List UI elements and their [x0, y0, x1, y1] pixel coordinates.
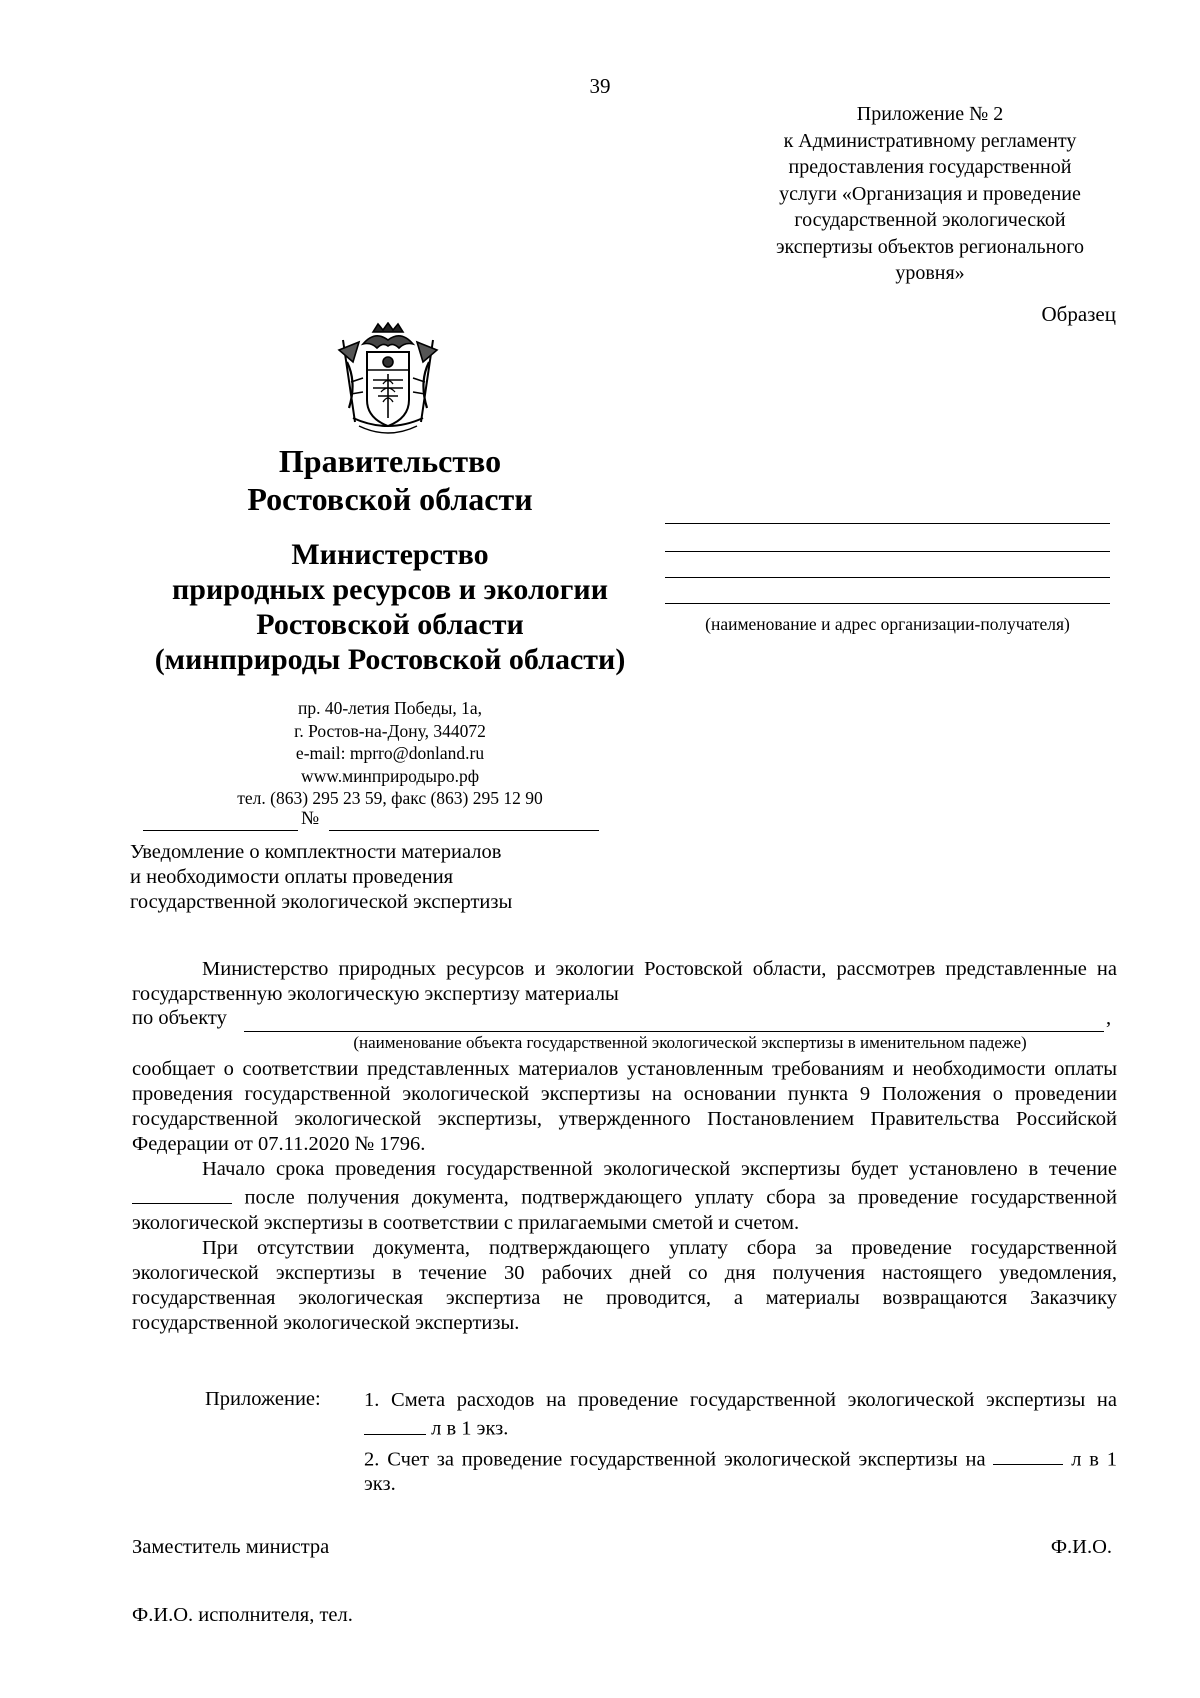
attachment-item — [364, 1444, 1117, 1498]
subject-line: государственной экологической экспертизы — [130, 891, 513, 913]
body-paragraph-term — [132, 1157, 1117, 1236]
term-blank — [132, 1182, 232, 1204]
object-comma: , — [1106, 1007, 1112, 1029]
body-paragraph: Министерство природных ресурсов и экологии Ростовской области, рассмотрев представленные на государственную экологическую экспертизу материалы — [132, 958, 1117, 1005]
appendix-line: Приложение № 2 — [856, 103, 1004, 125]
ministry-line: (минприроды Ростовской области) — [154, 643, 626, 676]
attachment-pages-blank — [993, 1444, 1063, 1466]
number-sign: № — [301, 808, 320, 829]
document-subject — [130, 840, 610, 915]
body-paragraph: При отсутствии документа, подтверждающего уплату сбора за проведение государственной экологической экспертизы в течение 30 рабочих дней со дня получения настоящего уведомления, государственная экологическая экспертиза не проводится, а материалы возвращаются Заказчику государственной экологической экспертизы. — [132, 1236, 1117, 1334]
ministry-line: Министерство — [291, 538, 489, 571]
recipient-line — [665, 603, 1110, 604]
attachment-text: 1. Смета расходов на проведение государственной экологической экспертизы на — [364, 1389, 1117, 1411]
subject-line: Уведомление о комплектности материалов — [130, 841, 502, 863]
object-caption: (наименование объекта государственной экологической экспертизы в именительном падеже) — [353, 1033, 1027, 1052]
address-street: пр. 40-летия Победы, 1а, — [297, 698, 483, 718]
number-blank — [329, 830, 599, 831]
appendix-line: государственной экологической — [794, 209, 1066, 231]
attachment-pages-blank — [364, 1413, 426, 1435]
term-text-end: после получения документа, подтверждающего уплату сбора за проведение государственной экологической экспертизы в соответствии с прилагаемыми сметой и счетом. — [132, 1186, 1117, 1234]
ministry-address — [190, 697, 590, 810]
attachments-label: Приложение: — [205, 1388, 321, 1410]
signer-position: Заместитель министра — [132, 1536, 330, 1558]
address-website: www.минприродыро.рф — [300, 765, 480, 786]
government-title — [175, 442, 605, 518]
ministry-line: природных ресурсов и экологии — [172, 573, 608, 606]
appendix-line: уровня» — [895, 262, 965, 284]
government-line: Правительство — [278, 443, 502, 479]
address-phone: тел. (863) 295 23 59, факс (863) 295 12 90 — [237, 788, 543, 808]
recipient-line — [665, 523, 1110, 524]
address-email: e-mail: mprro@donland.ru — [295, 743, 485, 763]
subject-line: и необходимости оплаты проведения — [130, 866, 454, 888]
attachment-item — [364, 1388, 1117, 1442]
appendix-line: экспертизы объектов регионального — [775, 235, 1085, 258]
date-blank — [143, 830, 298, 831]
body-main — [132, 1057, 1117, 1336]
recipient-line — [665, 577, 1110, 578]
body-paragraph-intro — [132, 957, 1117, 1007]
address-city: г. Ростов-на-Дону, 344072 — [294, 720, 486, 741]
appendix-line: к Административному регламенту — [783, 129, 1077, 152]
executor-info: Ф.И.О. исполнителя, тел. — [132, 1604, 353, 1626]
ministry-line: Ростовской области — [256, 608, 524, 641]
recipient-caption: (наименование и адрес организации-получателя) — [705, 614, 1070, 634]
attachments-list — [364, 1388, 1117, 1497]
sample-label: Образец — [1041, 302, 1116, 326]
object-line — [132, 1007, 1117, 1030]
government-line: Ростовской области — [247, 481, 533, 517]
term-text-start: Начало срока проведения государственной экологической экспертизы будет установлено в течение — [202, 1158, 1117, 1180]
attachment-text: 2. Счет за проведение государственной экологической экспертизы на — [364, 1448, 986, 1470]
body-paragraph: сообщает о соответствии представленных материалов установленным требованиям и необходимости оплаты проведения государственной экологической экспертизы на основании пункта 9 Положения о проведении государственной экологической экспертизы, утвержденного Постановлением Правительства Российской Федерации от 07.11.2020 № 1796. — [132, 1058, 1117, 1155]
registration-number-line — [143, 808, 603, 832]
attachment-copies: л в 1 экз. — [431, 1417, 509, 1440]
appendix-line: услуги «Организация и проведение — [779, 182, 1081, 205]
object-label: по объекту — [132, 1007, 227, 1029]
appendix-line: предоставления государственной — [788, 156, 1072, 178]
appendix-header — [745, 101, 1115, 287]
recipient-line — [665, 551, 1110, 552]
object-blank — [244, 1031, 1104, 1032]
signer-name: Ф.И.О. — [1050, 1536, 1112, 1558]
coat-of-arms-icon — [333, 322, 443, 442]
page-number: 39 — [589, 74, 611, 98]
attachment-copies: л в 1 экз. — [364, 1448, 1118, 1495]
ministry-title — [130, 537, 650, 677]
